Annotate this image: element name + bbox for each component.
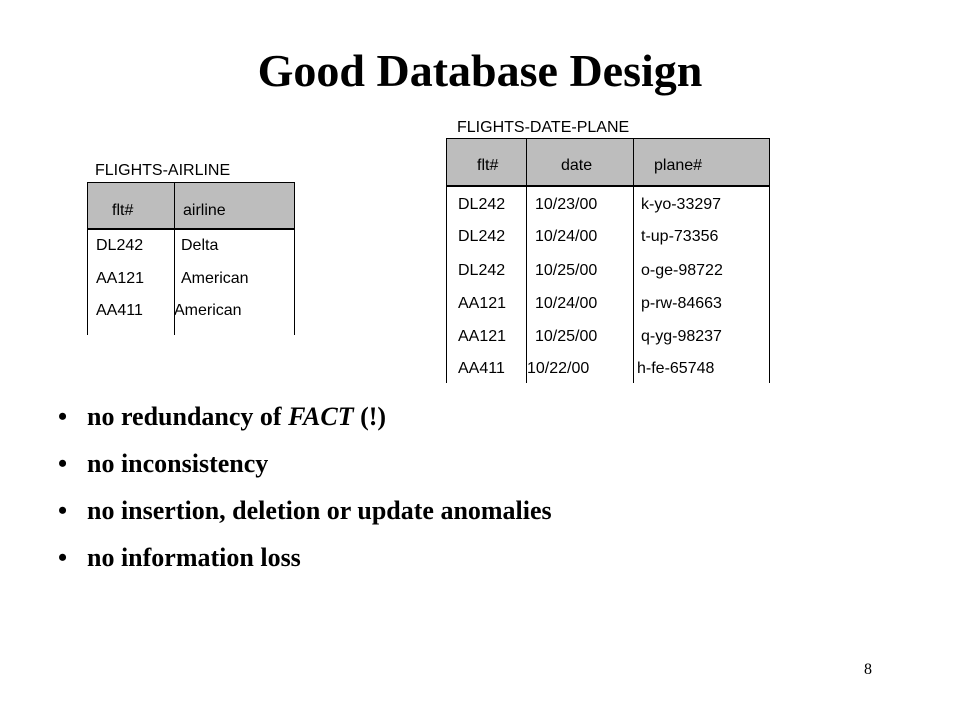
list-item: [58, 496, 552, 543]
list-item: [58, 449, 552, 496]
table-cell: o-ge-98722: [641, 262, 723, 279]
table-cell: Delta: [181, 237, 219, 254]
table-cell: DL242: [458, 196, 506, 213]
bullet-text: no insertion, deletion or update anomalies: [87, 496, 552, 525]
flights-airline-table: [87, 182, 295, 335]
table-cell: AA121: [458, 295, 507, 312]
bullet-icon: •: [58, 402, 68, 431]
table-cell: 10/24/00: [535, 228, 598, 245]
bullet-text: no information loss: [87, 543, 301, 572]
bullet-icon: •: [58, 449, 68, 478]
table-cell: 10/25/00: [535, 262, 598, 279]
header-flt: flt#: [477, 157, 499, 174]
flights-airline-table-name: FLIGHTS-AIRLINE: [95, 162, 231, 179]
bullet-emphasis: FACT: [288, 402, 354, 431]
table-cell: 10/25/00: [535, 328, 598, 345]
column-divider: [633, 138, 634, 383]
list-item: [58, 543, 552, 590]
table-cell: 10/22/00: [527, 360, 590, 377]
flights-date-plane-table: [446, 138, 770, 383]
table-cell: h-fe-65748: [637, 360, 715, 377]
slide-title: Good Database Design: [257, 45, 703, 96]
table-cell: AA121: [96, 270, 145, 287]
bullet-text: (!): [353, 402, 387, 431]
bullet-icon: •: [58, 543, 68, 572]
table-cell: 10/23/00: [535, 196, 598, 213]
bullet-icon: •: [58, 496, 68, 525]
table-cell: AA411: [96, 302, 143, 319]
flights-date-plane-table-name: FLIGHTS-DATE-PLANE: [457, 119, 630, 136]
table-cell: q-yg-98237: [641, 328, 722, 345]
table-cell: DL242: [458, 228, 506, 245]
table-cell: DL242: [458, 262, 506, 279]
table-cell: DL242: [96, 237, 144, 254]
column-divider: [526, 138, 527, 383]
header-flt: flt#: [112, 202, 134, 219]
list-item: [58, 402, 552, 449]
design-principles-list: [58, 402, 552, 590]
table-cell: k-yo-33297: [641, 196, 722, 213]
bullet-text: no redundancy of: [87, 402, 289, 431]
header-airline: airline: [183, 202, 226, 219]
table-cell: American: [181, 270, 249, 287]
table-cell: t-up-73356: [641, 228, 719, 245]
table-cell: 10/24/00: [535, 295, 598, 312]
header-date: date: [561, 157, 593, 174]
table-cell: p-rw-84663: [641, 295, 722, 312]
header-plane: plane#: [654, 157, 703, 174]
table-cell: American: [174, 302, 242, 319]
page-number: 8: [864, 661, 872, 678]
table-cell: AA121: [458, 328, 507, 345]
table-cell: AA411: [458, 360, 505, 377]
bullet-text: no inconsistency: [87, 449, 269, 478]
